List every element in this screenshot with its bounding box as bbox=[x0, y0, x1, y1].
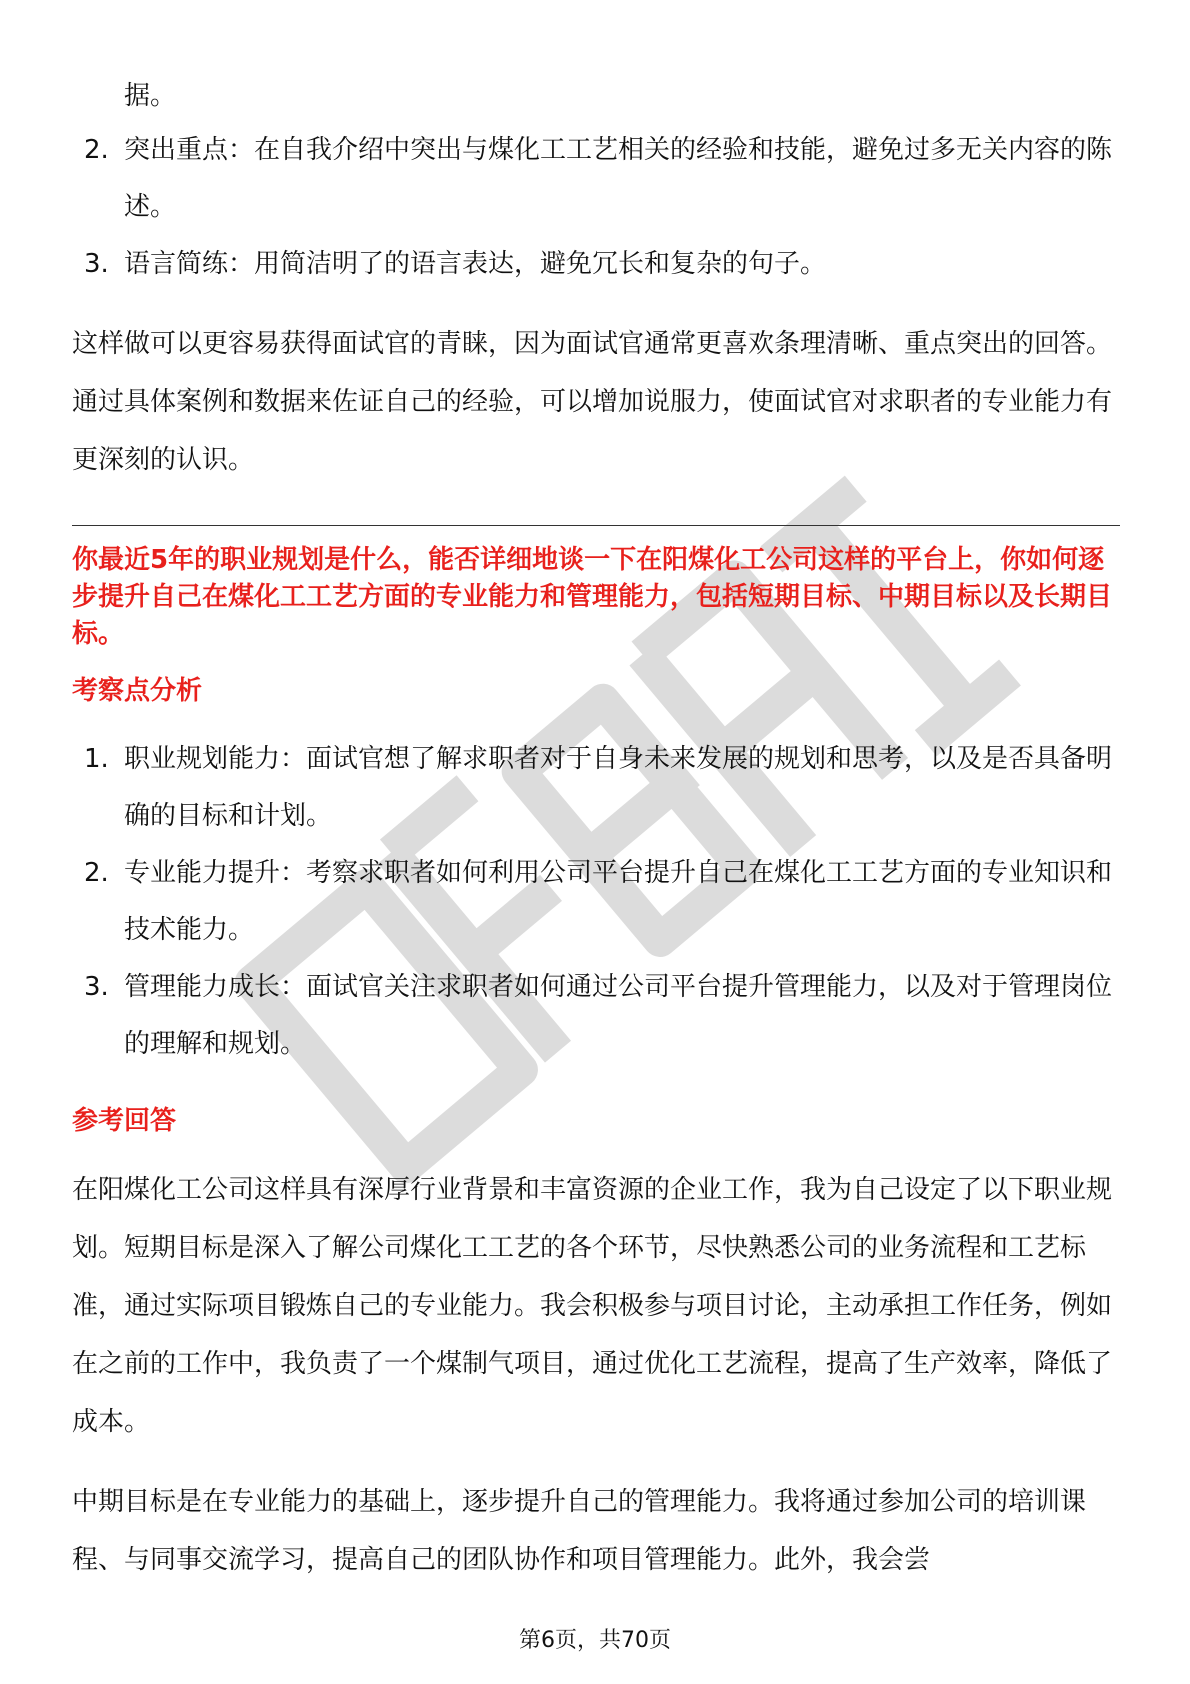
list-item-number: 2. bbox=[84, 858, 109, 888]
list-item-text: 管理能力成长：面试官关注求职者如何通过公司平台提升管理能力，以及对于管理岗位的理解和规划。 bbox=[124, 972, 1113, 1059]
list-item bbox=[72, 731, 1120, 845]
page-footer: 第6页，共70页 bbox=[519, 1628, 671, 1653]
list-item-text: 职业规划能力：面试官想了解求职者对于自身未来发展的规划和思考，以及是否具备明确的目标和计划。 bbox=[124, 744, 1113, 831]
list-item-text: 专业能力提升：考察求职者如何利用公司平台提升自己在煤化工工艺方面的专业知识和技术能力。 bbox=[124, 858, 1113, 945]
document-content bbox=[72, 68, 1120, 1589]
list-item-text: 据。 bbox=[124, 81, 177, 111]
list-item-number: 3. bbox=[84, 249, 109, 279]
answer-paragraph: 在阳煤化工公司这样具有深厚行业背景和丰富资源的企业工作，我为自己设定了以下职业规划。短期目标是深入了解公司煤化工工艺的各个环节，尽快熟悉公司的业务流程和工艺标准，通过实际项目锻炼自己的专业能力。我会积极参与项目讨论，主动承担工作任务，例如在之前的工作中，我负责了一个煤制气项目，通过优化工艺流程，提高了生产效率，降低了成本。 bbox=[72, 1175, 1113, 1437]
list-item bbox=[72, 68, 1120, 125]
intro-list bbox=[72, 68, 1120, 293]
analysis-heading: 考察点分析 bbox=[72, 676, 203, 706]
list-item-text: 突出重点：在自我介绍中突出与煤化工工艺相关的经验和技能，避免过多无关内容的陈述。 bbox=[124, 135, 1113, 222]
analysis-list bbox=[72, 731, 1120, 1073]
section-divider bbox=[72, 525, 1120, 526]
list-item bbox=[72, 959, 1120, 1073]
answer-heading: 参考回答 bbox=[72, 1106, 177, 1136]
list-item bbox=[72, 122, 1120, 236]
question-text: 你最近5年的职业规划是什么，能否详细地谈一下在阳煤化工公司这样的平台上，你如何逐步提升自己在煤化工工艺方面的专业能力和管理能力，包括短期目标、中期目标以及长期目标。 bbox=[72, 545, 1113, 649]
list-item-number: 1. bbox=[84, 744, 109, 774]
list-item-number: 3. bbox=[84, 972, 109, 1002]
intro-paragraph: 这样做可以更容易获得面试官的青睐，因为面试官通常更喜欢条理清晰、重点突出的回答。通过具体案例和数据来佐证自己的经验，可以增加说服力，使面试官对求职者的专业能力有更深刻的认识。 bbox=[72, 329, 1113, 475]
list-item-number: 2. bbox=[84, 135, 109, 165]
answer-paragraph: 中期目标是在专业能力的基础上，逐步提升自己的管理能力。我将通过参加公司的培训课程、与同事交流学习，提高自己的团队协作和项目管理能力。此外，我会尝 bbox=[72, 1487, 1087, 1575]
list-item-text: 语言简练：用简洁明了的语言表达，避免冗长和复杂的句子。 bbox=[124, 249, 827, 279]
list-item bbox=[72, 845, 1120, 959]
list-item bbox=[72, 236, 1120, 293]
